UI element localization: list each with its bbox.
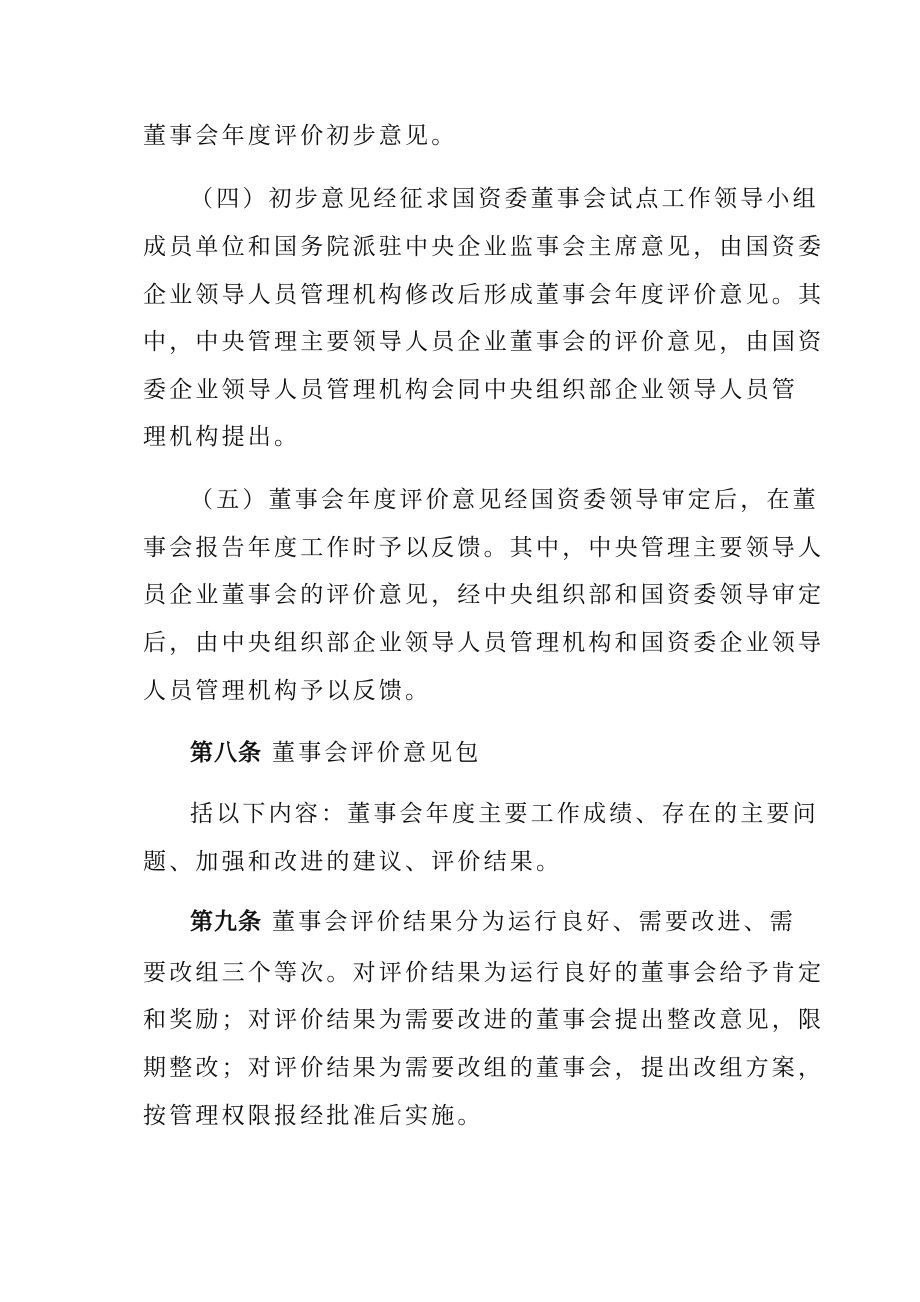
paragraph-line: 和奖励；对评价结果为需要改进的董事会提出整改意见，限 [143,1007,825,1033]
paragraph-line: 董事会年度评价初步意见。 [143,123,458,149]
article-9-text: 董事会评价结果分为运行良好、需要改进、需 [272,909,796,935]
paragraph-line: 成员单位和国务院派驻中央企业监事会主席意见，由国资委 [143,234,825,260]
paragraph-line: 人员管理机构予以反馈。 [143,678,432,704]
article-8-line [190,738,482,768]
paragraph-line: 企业领导人员管理机构修改后形成董事会年度评价意见。其 [143,282,825,308]
paragraph-line: 题、加强和改进的建议、评价结果。 [143,849,563,875]
article-8-heading: 第八条 [190,740,262,766]
paragraph-line: （四）初步意见经征求国资委董事会试点工作领导小组 [190,186,819,212]
paragraph-line: 括以下内容：董事会年度主要工作成绩、存在的主要问 [190,801,819,827]
paragraph-line: 按管理权限报经批准后实施。 [143,1103,484,1129]
paragraph-line: （五）董事会年度评价意见经国资委领导审定后，在董 [190,487,819,513]
paragraph-line: 事会报告年度工作时予以反馈。其中，中央管理主要领导人 [143,535,825,561]
paragraph-line: 中，中央管理主要领导人员企业董事会的评价意见，由国资 [143,329,825,355]
paragraph-line: 要改组三个等次。对评价结果为运行良好的董事会给予肯定 [143,960,825,986]
paragraph-line: 期整改；对评价结果为需要改组的董事会，提出改组方案， [143,1055,825,1081]
paragraph-line: 委企业领导人员管理机构会同中央组织部企业领导人员管 [143,377,798,403]
paragraph-line: 员企业董事会的评价意见，经中央组织部和国资委领导审定 [143,582,825,608]
paragraph-line: 后，由中央组织部企业领导人员管理机构和国资委企业领导 [143,630,825,656]
article-8-text: 董事会评价意见包 [272,740,482,766]
article-9-line [190,907,796,937]
article-9-heading: 第九条 [190,909,262,935]
paragraph-line: 理机构提出。 [143,424,301,450]
